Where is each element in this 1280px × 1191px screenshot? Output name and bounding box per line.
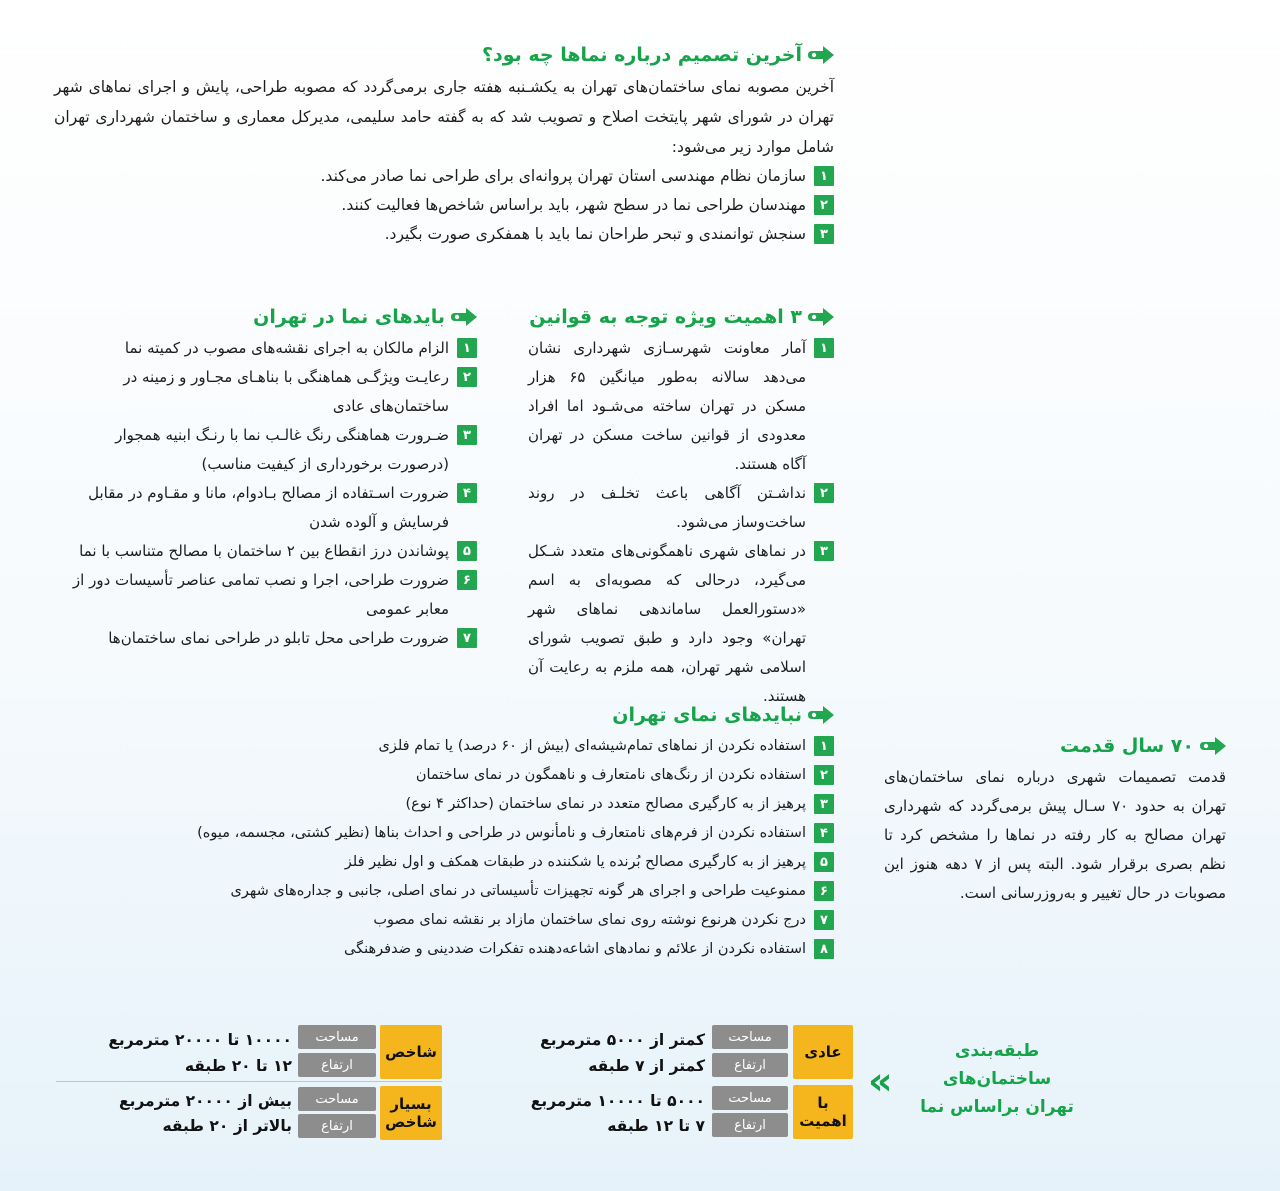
number-badge: ۵ xyxy=(457,541,477,561)
latest-decision-paragraph: آخرین مصوبه نمای ساختمان‌های تهران به یکشـنبه هفته جاری برمی‌گردد که مصوبه طراحی، پایش و اجرای نماهای شهر تهران در شورای شهر پایتخت اصلاح و تصویب شد که به گفته حامد سلیمی، مدیرکل معماری و ساختمان شهرداری تهران شامل موارد زیر می‌شود: xyxy=(54,78,834,156)
number-badge: ۳ xyxy=(814,541,834,561)
number-badge: ۳ xyxy=(814,224,834,244)
list-item: ۴ ضرورت اسـتفاده از مصالح بـادوام، مانا و مقـاوم در مقابل فرسایش و آلوده شدن xyxy=(53,479,477,537)
number-badge: ۱ xyxy=(814,338,834,358)
list-item: ۲ نداشـتن آگاهی باعث تخلـف در روند ساخت‌وساز می‌شود. xyxy=(528,479,834,537)
number-badge: ۱ xyxy=(814,166,834,186)
height-label: ارتفاع xyxy=(712,1053,788,1077)
musts-section xyxy=(53,306,477,653)
list-item: ۴ استفاده نکردن از فرم‌های نامتعارف و نامأنوس در طراحی و احداث بناها (نظیر کشتی، مجسمه، میوه) xyxy=(134,819,834,848)
area-label: مساحت xyxy=(712,1025,788,1049)
list-item: ۵ پوشاندن درز انقطاع بین ۲ ساختمان با مصالح متناسب با نما xyxy=(53,537,477,566)
number-badge: ۷ xyxy=(814,910,834,930)
list-item: ۶ ضرورت طراحی، اجرا و نصب تمامی عناصر تأسیسات دور از معابر عمومی xyxy=(53,566,477,624)
number-badge: ۲ xyxy=(814,483,834,503)
important-area-value: ۵۰۰۰ تا ۱۰۰۰۰ مترمربع xyxy=(530,1092,705,1110)
number-badge: ۳ xyxy=(814,794,834,814)
landmark-height-value: ۱۲ تا ۲۰ طبقه xyxy=(184,1057,292,1075)
pointing-hand-icon xyxy=(451,307,477,327)
class-label-landmark: شاخص xyxy=(380,1025,442,1079)
number-badge: ۳ xyxy=(457,425,477,445)
pointing-hand-icon xyxy=(808,45,834,65)
history-paragraph: قدمت تصمیمات شهری درباره نمای ساختمان‌های تهران به حدود ۷۰ سـال پیش برمی‌گردد که شهرداری تهران مصالح به کار رفته در نماها را مشخص کرد تا نظم بصری برقرار شود. البته پس از ۷ دهه هنوز این مصوبات در حال تغییر و به‌روزرسانی است. xyxy=(884,768,1227,902)
list-item: ۲ مهندسان طراحی نما در سطح شهر، باید براساس شاخص‌ها فعالیت کنند. xyxy=(54,191,834,220)
list-item: ۱ الزام مالکان به اجرای نقشه‌های مصوب در کمیته نما xyxy=(53,334,477,363)
area-label: مساحت xyxy=(712,1086,788,1110)
number-badge: ۲ xyxy=(814,195,834,215)
mustnots-section xyxy=(134,704,834,964)
normal-height-value: کمتر از ۷ طبقه xyxy=(588,1057,705,1075)
latest-decision-section xyxy=(54,44,834,249)
very-landmark-area-value: بیش از ۲۰۰۰۰ مترمربع xyxy=(118,1092,292,1110)
number-badge: ۱ xyxy=(457,338,477,358)
number-badge: ۲ xyxy=(457,367,477,387)
list-item: ۷ ضرورت طراحی محل تابلو در طراحی نمای ساختمان‌ها xyxy=(53,624,477,653)
landmark-area-value: ۱۰۰۰۰ تا ۲۰۰۰۰ مترمربع xyxy=(108,1031,292,1049)
list-item: ۸ استفاده نکردن از علائم و نمادهای اشاعه‌دهنده تفکرات ضددینی و ضدفرهنگی xyxy=(134,935,834,964)
list-item: ۵ پرهیز از به کارگیری مصالح بُرنده یا شکننده در طبقات همکف و اول نظیر فلز xyxy=(134,848,834,877)
number-badge: ۶ xyxy=(814,881,834,901)
pointing-hand-icon xyxy=(1200,736,1226,756)
height-label: ارتفاع xyxy=(712,1113,788,1137)
latest-decision-list xyxy=(54,162,834,249)
double-chevron-left-icon: « xyxy=(868,1059,893,1103)
number-badge: ۶ xyxy=(457,570,477,590)
list-item: ۲ استفاده نکردن از رنگ‌های نامتعارف و ناهمگون در نمای ساختمان xyxy=(134,761,834,790)
height-label: ارتفاع xyxy=(298,1114,376,1138)
latest-decision-heading: آخرین تصمیم درباره نماها چه بود؟ xyxy=(54,44,834,66)
history-section xyxy=(884,735,1226,908)
area-label: مساحت xyxy=(298,1087,376,1111)
classification-title: طبقه‌بندی ساختمان‌های تهران براساس نما xyxy=(920,1041,1074,1117)
number-badge: ۲ xyxy=(814,765,834,785)
mustnots-heading: نبایدهای نمای تهران xyxy=(134,704,834,726)
normal-area-value: کمتر از ۵۰۰۰ مترمربع xyxy=(540,1031,705,1049)
list-item: ۲ رعایـت ویژگـی هماهنگی با بناهـای مجـاور و زمینه در ساختمان‌های عادی xyxy=(53,363,477,421)
list-item: ۳ در نماهای شهری ناهمگونی‌های متعدد شـکل می‌گیرد، درحالی که مصوبه‌ای به اسم «دستورالعمل ساماندهی نماهای شهر تهران» وجود دارد و طبق تصویب شورای اسلامی شهر تهران، همه ملزم به رعایت آن هستند. xyxy=(528,537,834,711)
pointing-hand-icon xyxy=(808,705,834,725)
musts-heading: بایدهای نما در تهران xyxy=(53,306,477,328)
importance-heading: ۳ اهمیت ویژه توجه به قوانین xyxy=(528,306,834,328)
list-item: ۱ آمار معاونت شهرسـازی شهرداری نشان می‌دهد سالانه به‌طور میانگین ۶۵ هزار مسکن در تهران ساخته می‌شـود اما افراد معدودی از قوانین ساخت مسکن در تهران آگاه هستند. xyxy=(528,334,834,479)
list-item: ۳ پرهیز از به کارگیری مصالح متعدد در نمای ساختمان (حداکثر ۴ نوع) xyxy=(134,790,834,819)
number-badge: ۱ xyxy=(814,736,834,756)
pointing-hand-icon xyxy=(808,307,834,327)
divider xyxy=(56,1081,442,1082)
list-item: ۳ سنجش توانمندی و تبحر طراحان نما باید با همفکری صورت بگیرد. xyxy=(54,220,834,249)
list-item: ۳ ضـرورت هماهنگی رنگ غالـب نما با رنـگ ابنیه همجوار (درصورت برخورداری از کیفیت مناسب) xyxy=(53,421,477,479)
very-landmark-height-value: بالاتر از ۲۰ طبقه xyxy=(162,1117,292,1135)
class-label-very-landmark: بسیار شاخص xyxy=(380,1086,442,1140)
height-label: ارتفاع xyxy=(298,1053,376,1077)
importance-section xyxy=(528,306,834,711)
class-label-important: با اهمیت xyxy=(793,1085,853,1139)
class-label-normal: عادی xyxy=(793,1025,853,1079)
list-item: ۷ درج نکردن هرنوع نوشته روی نمای ساختمان مازاد بر نقشه نمای مصوب xyxy=(134,906,834,935)
list-item: ۶ ممنوعیت طراحی و اجرای هر گونه تجهیزات تأسیساتی در نمای اصلی، جانبی و جداره‌های شهری xyxy=(134,877,834,906)
number-badge: ۴ xyxy=(814,823,834,843)
history-heading: ۷۰ سال قدمت xyxy=(884,735,1226,757)
number-badge: ۵ xyxy=(814,852,834,872)
list-item: ۱ سازمان نظام مهندسی استان تهران پروانه‌ای برای طراحی نما صادر می‌کند. xyxy=(54,162,834,191)
number-badge: ۷ xyxy=(457,628,477,648)
area-label: مساحت xyxy=(298,1025,376,1049)
number-badge: ۴ xyxy=(457,483,477,503)
list-item: ۱ استفاده نکردن از نماهای تمام‌شیشه‌ای (بیش از ۶۰ درصد) یا تمام فلزی xyxy=(134,732,834,761)
number-badge: ۸ xyxy=(814,939,834,959)
important-height-value: ۷ تا ۱۲ طبقه xyxy=(607,1117,705,1135)
